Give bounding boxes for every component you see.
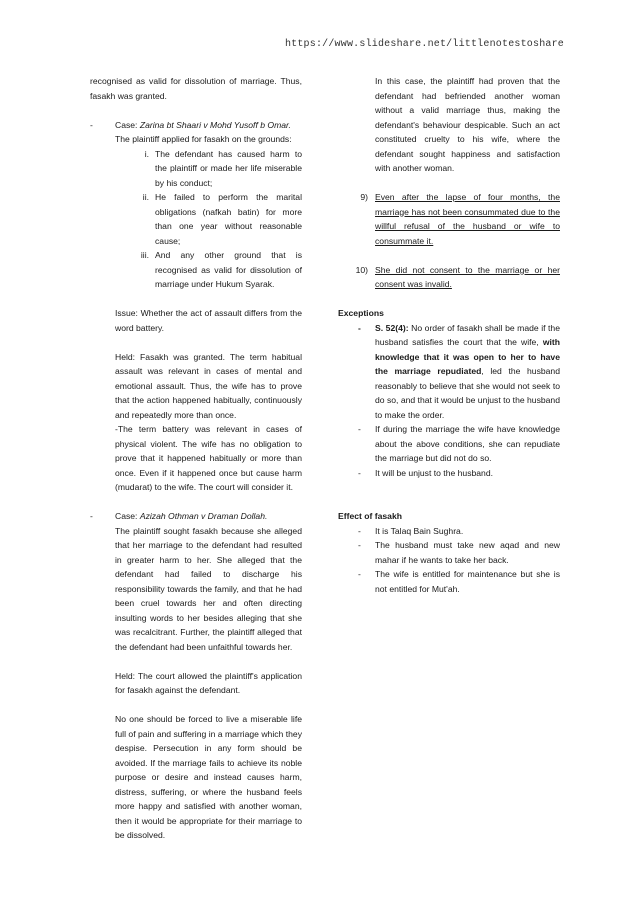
case-name: Zarina bt Shaari v Mohd Yusoff b Omar. (139, 119, 291, 130)
held-paragraph: Held: Fasakh was granted. The term habitual assault was relevant in cases of mental and emotional assault. Thus, the wife has to prove that the action happened habitually, continuously and repeatedly more than once. (115, 351, 302, 420)
ground-item-10 (338, 263, 560, 292)
bullet-dash: - (358, 467, 361, 478)
exception-text-part: No order of fasakh shall be made if the husband satisfies the court that the wife, (375, 322, 560, 347)
exception-text (375, 321, 560, 423)
bullet-dash: - (358, 322, 361, 333)
exception-text: It will be unjust to the husband. (375, 467, 494, 478)
bullet-dash: - (358, 525, 361, 536)
exception-text-part: , led the husband reasonably to believe that she would not seek to do so, and that it would be unjust to the husband to make the order. (375, 366, 560, 420)
left-column (90, 74, 302, 843)
exception-item (338, 422, 560, 466)
continued-paragraph: In this case, the plaintiff had proven that the defendant had befriended another woman without a valid marriage thus, making the defendant's behaviour despicable. Such an act constituted cruelty to his wife, where the defendant sought happiness and satisfaction with another woman. (375, 76, 560, 173)
case-title (115, 118, 302, 133)
item-text: She did not consent to the marriage or her consent was invalid. (375, 264, 560, 289)
issue-paragraph: Issue: Whether the act of assault differs from the word battery. (115, 308, 302, 333)
ground-item (115, 248, 302, 292)
effect-text: The wife is entitled for maintenance but she is not entitled for Mut'ah. (375, 569, 560, 594)
ground-number: ii. (142, 192, 149, 202)
case-label: Case: (115, 511, 140, 521)
item-number: 9) (360, 192, 368, 202)
bullet-dash: - (358, 540, 361, 550)
ground-number: i. (144, 148, 149, 159)
bullet-dash: - (90, 119, 93, 130)
effect-item (338, 567, 560, 596)
ground-number: iii. (140, 250, 149, 260)
exception-bold-text: with knowledge that it was open to her to have the marriage repudiated (375, 337, 560, 376)
page-header-url: https://www.slideshare.net/littlenotestoshare (284, 39, 564, 50)
ground-text: And any other ground that is recognised as valid for dissolution of marriage under Hukum Syarak. (155, 250, 302, 289)
case-label: Case: (115, 119, 140, 130)
ground-item (115, 147, 302, 191)
case-zarina (90, 118, 302, 495)
item-number: 10) (355, 264, 368, 275)
effect-item (338, 524, 560, 539)
exception-item (338, 321, 560, 423)
section-ref: S. 52(4): (375, 322, 409, 333)
effect-text: It is Talaq Bain Sughra. (375, 525, 464, 536)
intro-paragraph: recognised as valid for dissolution of marriage. Thus, fasakh was granted. (90, 76, 302, 101)
case-name: Azizah Othman v Draman Dollah. (139, 511, 268, 521)
item-text: Even after the lapse of four months, the marriage has not been consummated due to the willful refusal of the husband or wife to consummate it. (375, 192, 560, 246)
effect-text: The husband must take new aqad and new mahar if he wants to take her back. (375, 540, 560, 565)
exceptions-heading: Exceptions (338, 308, 384, 318)
ground-text: He failed to perform the marital obligations (nafkah batin) for more than one year without reasonable cause; (155, 192, 302, 246)
effect-heading: Effect of fasakh (338, 511, 402, 521)
bullet-dash: - (90, 511, 93, 521)
exception-text: If during the marriage the wife have knowledge about the above conditions, she can repudiate the marriage but did not do so. (375, 424, 560, 463)
ground-item-9 (338, 190, 560, 248)
case-text: The plaintiff applied for fasakh on the grounds: (115, 134, 292, 144)
case-text: The plaintiff sought fasakh because she alleged that her marriage to the defendant had resulted in greater harm to her. She alleged that the defendant had failed to discharge his responsibility towards the family, and that he had been cruel towards her and often directing insulting words to her besides alleging that she was recalcitrant. Further, the plaintiff alleged that the defendant had been unfaithful towards her. (115, 525, 302, 652)
case-azizah (90, 509, 302, 843)
bullet-dash: - (358, 424, 361, 434)
held-paragraph-2: -The term battery was relevant in cases of physical violent. The wife has no obligation to prove that it happened habitually or more than once. Even if it happened once but cause harm (mudarat) to the wife. The court will consider it. (115, 424, 302, 492)
reasoning-paragraph: No one should be forced to live a miserable life full of pain and suffering in a marriage which they despise. Persecution in any form should be avoided. If the marriage fails to achieve its noble purpose or desire and instead causes harm, distress, suffering, or where the husband feels more happy and satisfied with another woman, then it would be appropriate for their marriage to be dissolved. (115, 714, 302, 840)
ground-text: The defendant has caused harm to the plaintiff or made her life miserable by his conduct; (155, 148, 302, 188)
right-column (338, 74, 560, 596)
held-paragraph: Held: The court allowed the plaintiff's application for fasakh against the defendant. (115, 670, 302, 695)
effect-item (338, 538, 560, 567)
case-title (115, 509, 302, 524)
ground-item (115, 190, 302, 248)
bullet-dash: - (358, 569, 361, 579)
exception-item (338, 466, 560, 481)
